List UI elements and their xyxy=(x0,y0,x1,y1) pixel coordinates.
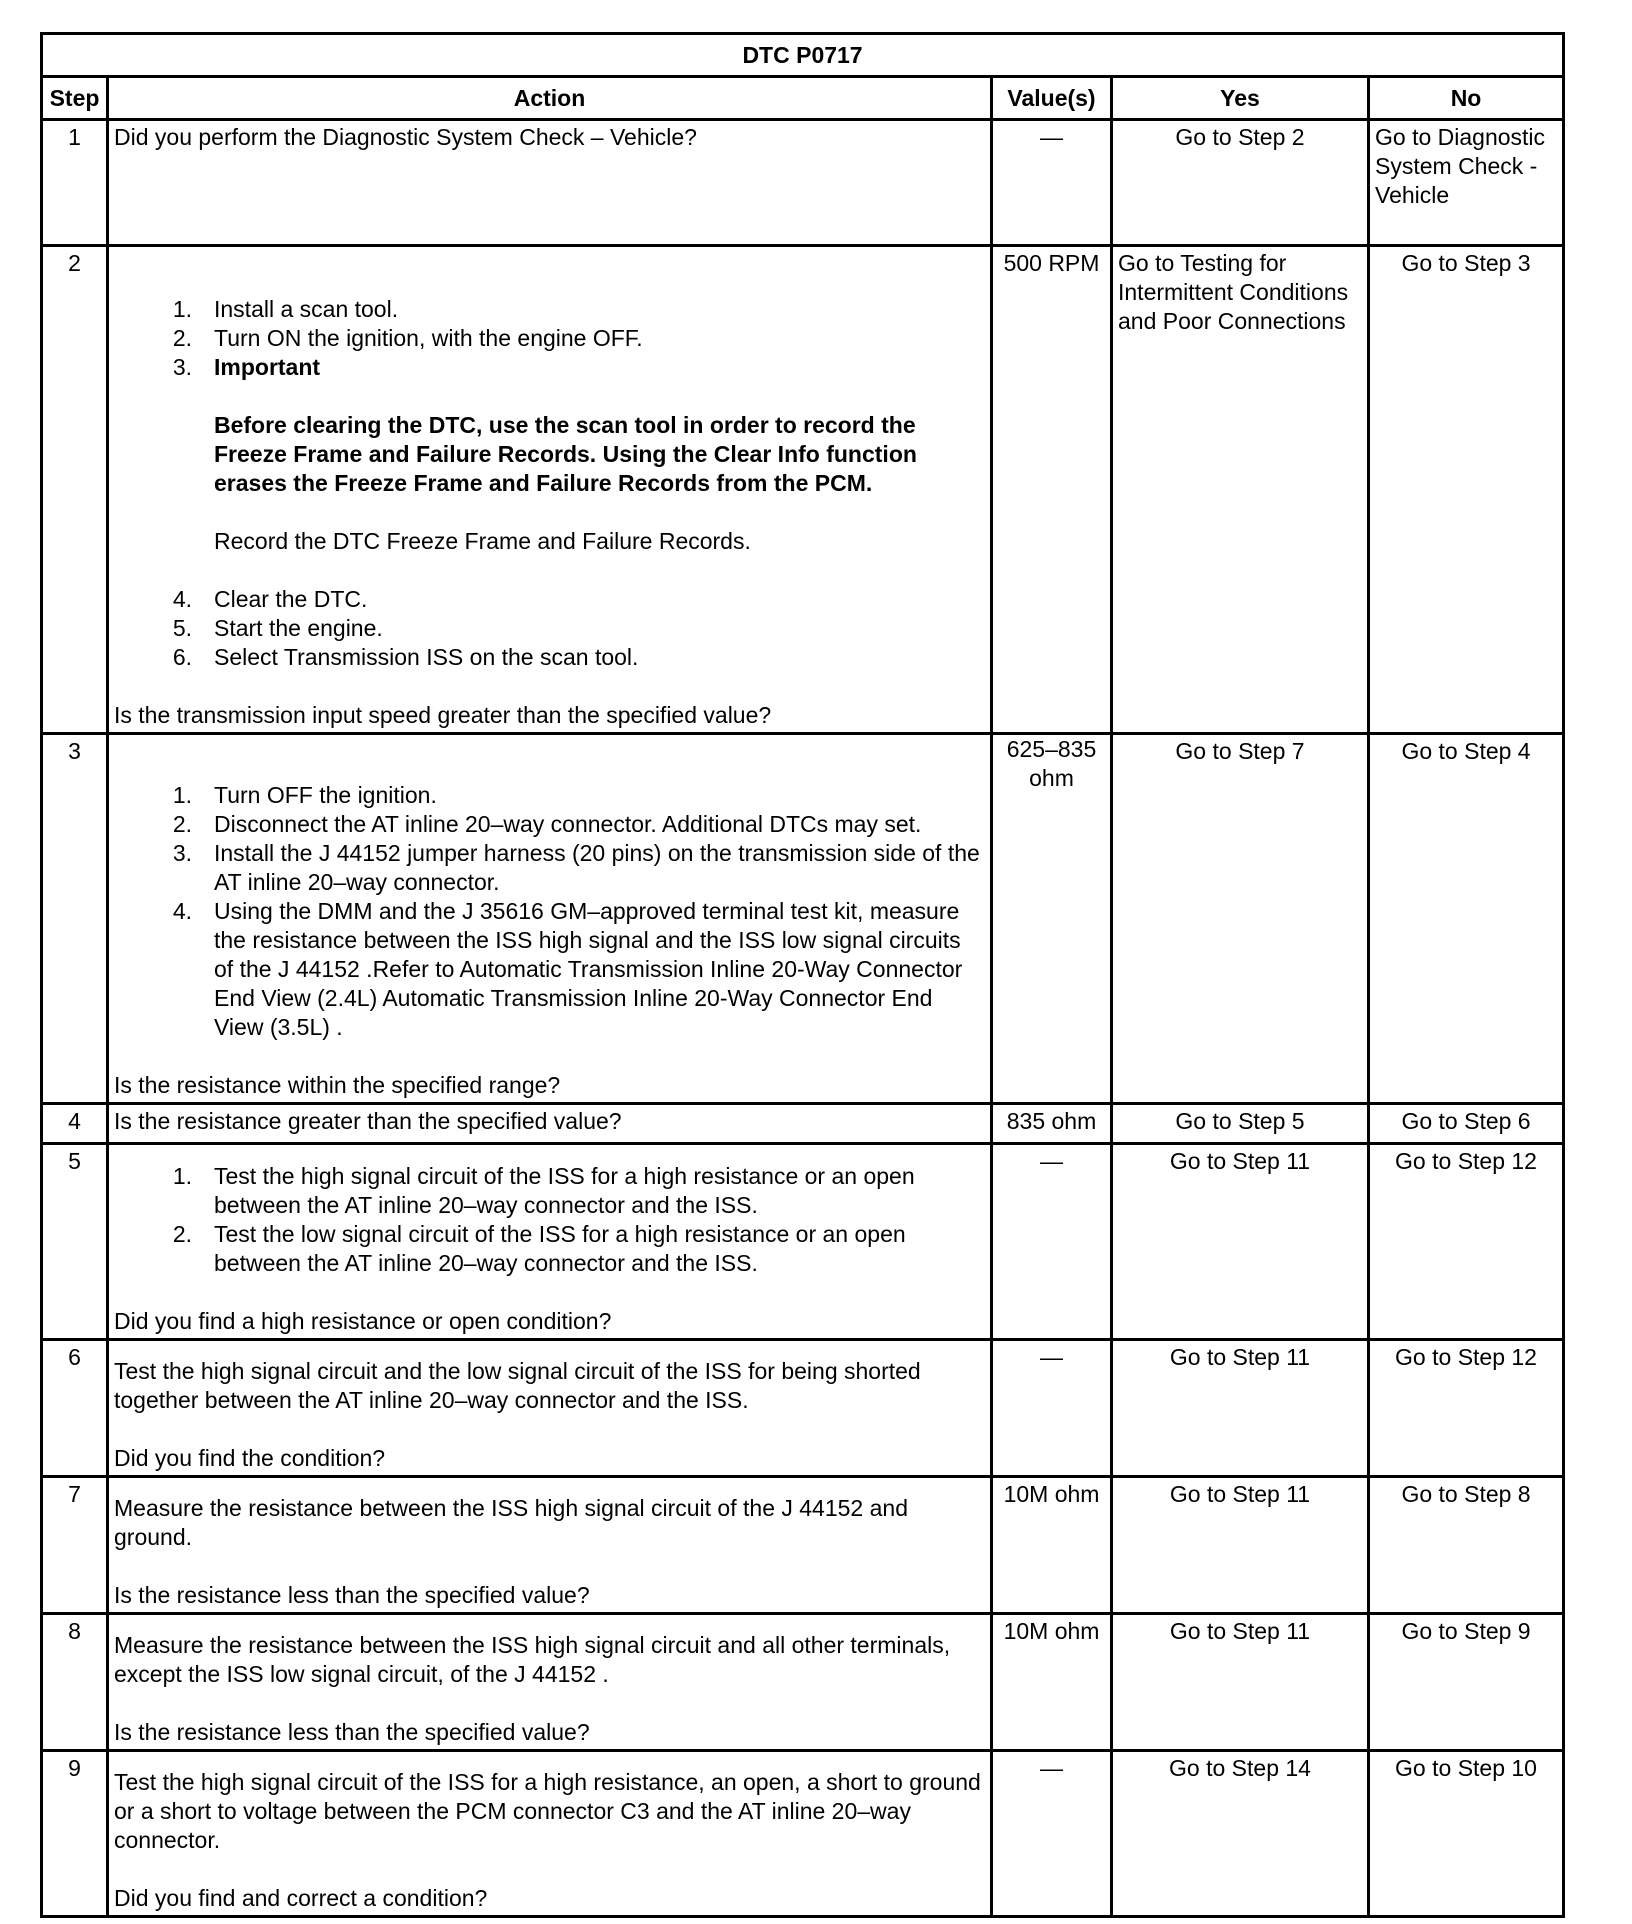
question-text: Is the resistance within the specified range? xyxy=(114,1072,561,1098)
no-cell: Go to Step 10 xyxy=(1369,1751,1564,1917)
action-cell xyxy=(108,120,992,246)
question-text: Did you find the condition? xyxy=(114,1445,386,1471)
yes-cell: Go to Step 14 xyxy=(1112,1751,1369,1917)
question-text: Is the resistance less than the specified value? xyxy=(114,1719,590,1745)
action-cell xyxy=(108,1340,992,1477)
dtc-table xyxy=(40,32,1565,1918)
action-cell xyxy=(108,1104,992,1144)
step-number: 8 xyxy=(42,1614,108,1751)
action-cell xyxy=(108,1751,992,1917)
value-cell: — xyxy=(992,1340,1112,1477)
list-item: 6. Select Transmission ISS on the scan tool. xyxy=(172,644,639,670)
value-cell: — xyxy=(992,1751,1112,1917)
header-values: Value(s) xyxy=(992,77,1112,120)
no-cell: Go to Step 3 xyxy=(1369,246,1564,734)
list-item: 2. Turn ON the ignition, with the engine OFF. xyxy=(172,325,643,351)
no-cell: Go to Step 12 xyxy=(1369,1340,1564,1477)
step-number: 7 xyxy=(42,1477,108,1614)
action-text: Measure the resistance between the ISS high signal circuit and all other terminals, except the ISS low signal circuit, of the J 44152 . xyxy=(114,1632,951,1687)
list-item: 3. Important xyxy=(172,354,321,380)
table-row xyxy=(42,1104,1564,1144)
action-list xyxy=(114,295,985,382)
table-row xyxy=(42,1340,1564,1477)
header-row xyxy=(42,77,1564,120)
list-item: 1. Turn OFF the ignition. xyxy=(172,782,437,808)
yes-cell: Go to Step 11 xyxy=(1112,1477,1369,1614)
yes-cell: Go to Step 2 xyxy=(1112,120,1369,246)
value-cell: 10M ohm xyxy=(992,1614,1112,1751)
step-number: 6 xyxy=(42,1340,108,1477)
question-text: Is the transmission input speed greater than the specified value? xyxy=(114,702,772,728)
header-step: Step xyxy=(42,77,108,120)
value-cell: 10M ohm xyxy=(992,1477,1112,1614)
no-cell: Go to Step 9 xyxy=(1369,1614,1564,1751)
step-number: 4 xyxy=(42,1104,108,1144)
question-text: Did you find a high resistance or open condition? xyxy=(114,1308,612,1334)
value-cell: 500 RPM xyxy=(992,246,1112,734)
action-list xyxy=(114,585,985,672)
action-list xyxy=(114,1162,985,1278)
important-note: Before clearing the DTC, use the scan tool in order to record the Freeze Frame and Failure Records. Using the Clear Info function erases the Freeze Frame and Failure Records from the PCM. xyxy=(214,412,917,496)
list-item: 5. Start the engine. xyxy=(172,615,383,641)
question-text: Did you find and correct a condition? xyxy=(114,1885,488,1911)
action-cell xyxy=(108,1614,992,1751)
yes-cell: Go to Step 11 xyxy=(1112,1614,1369,1751)
action-cell xyxy=(108,1477,992,1614)
table-row xyxy=(42,734,1564,1104)
yes-cell: Go to Testing for Intermittent Conditions and Poor Connections xyxy=(1112,246,1369,734)
action-text: Test the high signal circuit of the ISS for a high resistance, an open, a short to ground or a short to voltage between the PCM connector C3 and the AT inline 20–way connector. xyxy=(114,1769,981,1853)
no-cell: Go to Step 8 xyxy=(1369,1477,1564,1614)
table-row xyxy=(42,1477,1564,1614)
header-action: Action xyxy=(108,77,992,120)
list-item: 4. Clear the DTC. xyxy=(172,586,368,612)
table-title: DTC P0717 xyxy=(42,34,1564,77)
question-text: Is the resistance less than the specified value? xyxy=(114,1582,590,1608)
no-cell: Go to Step 4 xyxy=(1369,734,1564,1104)
action-cell xyxy=(108,1144,992,1340)
header-no: No xyxy=(1369,77,1564,120)
yes-cell: Go to Step 11 xyxy=(1112,1340,1369,1477)
value-cell: — xyxy=(992,1144,1112,1340)
list-item: 1. Test the high signal circuit of the ISS for a high resistance or an open between the AT inline 20–way connector and the ISS. xyxy=(172,1163,915,1218)
list-item: 2. Disconnect the AT inline 20–way connector. Additional DTCs may set. xyxy=(172,811,922,837)
list-item: 3. Install the J 44152 jumper harness (20 pins) on the transmission side of the AT inline 20–way connector. xyxy=(172,840,980,895)
table-row xyxy=(42,1614,1564,1751)
no-cell: Go to Step 12 xyxy=(1369,1144,1564,1340)
action-text: Did you perform the Diagnostic System Check – Vehicle? xyxy=(114,124,697,150)
step-number: 9 xyxy=(42,1751,108,1917)
action-list xyxy=(114,781,985,1042)
step-number: 2 xyxy=(42,246,108,734)
step-number: 5 xyxy=(42,1144,108,1340)
header-yes: Yes xyxy=(1112,77,1369,120)
no-cell: Go to Diagnostic System Check - Vehicle xyxy=(1369,120,1564,246)
yes-cell: Go to Step 5 xyxy=(1112,1104,1369,1144)
no-cell: Go to Step 6 xyxy=(1369,1104,1564,1144)
yes-cell: Go to Step 11 xyxy=(1112,1144,1369,1340)
record-note: Record the DTC Freeze Frame and Failure Records. xyxy=(214,528,751,554)
action-text: Measure the resistance between the ISS high signal circuit of the J 44152 and ground. xyxy=(114,1495,908,1550)
question-text: Is the resistance greater than the specified value? xyxy=(114,1108,622,1134)
table-row xyxy=(42,1144,1564,1340)
action-cell xyxy=(108,734,992,1104)
step-number: 1 xyxy=(42,120,108,246)
list-item: 4. Using the DMM and the J 35616 GM–approved terminal test kit, measure the resistance between the ISS high signal and the ISS low signal circuits of the J 44152 .Refer to Automatic Transmission Inline 20-Way Connector End View (2.4L) Automatic Transmission Inline 20-Way Connector End View (3.5L) . xyxy=(172,898,963,1040)
table-row xyxy=(42,120,1564,246)
yes-cell: Go to Step 7 xyxy=(1112,734,1369,1104)
table-row xyxy=(42,246,1564,734)
value-cell: 835 ohm xyxy=(992,1104,1112,1144)
value-cell: — xyxy=(992,120,1112,246)
step-number: 3 xyxy=(42,734,108,1104)
title-row xyxy=(42,34,1564,77)
action-text: Test the high signal circuit and the low signal circuit of the ISS for being shorted together between the AT inline 20–way connector and the ISS. xyxy=(114,1358,921,1413)
value-cell: 625–835 ohm xyxy=(992,734,1112,1104)
action-cell xyxy=(108,246,992,734)
list-item: 1. Install a scan tool. xyxy=(172,296,399,322)
list-item: 2. Test the low signal circuit of the ISS for a high resistance or an open between the AT inline 20–way connector and the ISS. xyxy=(172,1221,906,1276)
table-row xyxy=(42,1751,1564,1917)
